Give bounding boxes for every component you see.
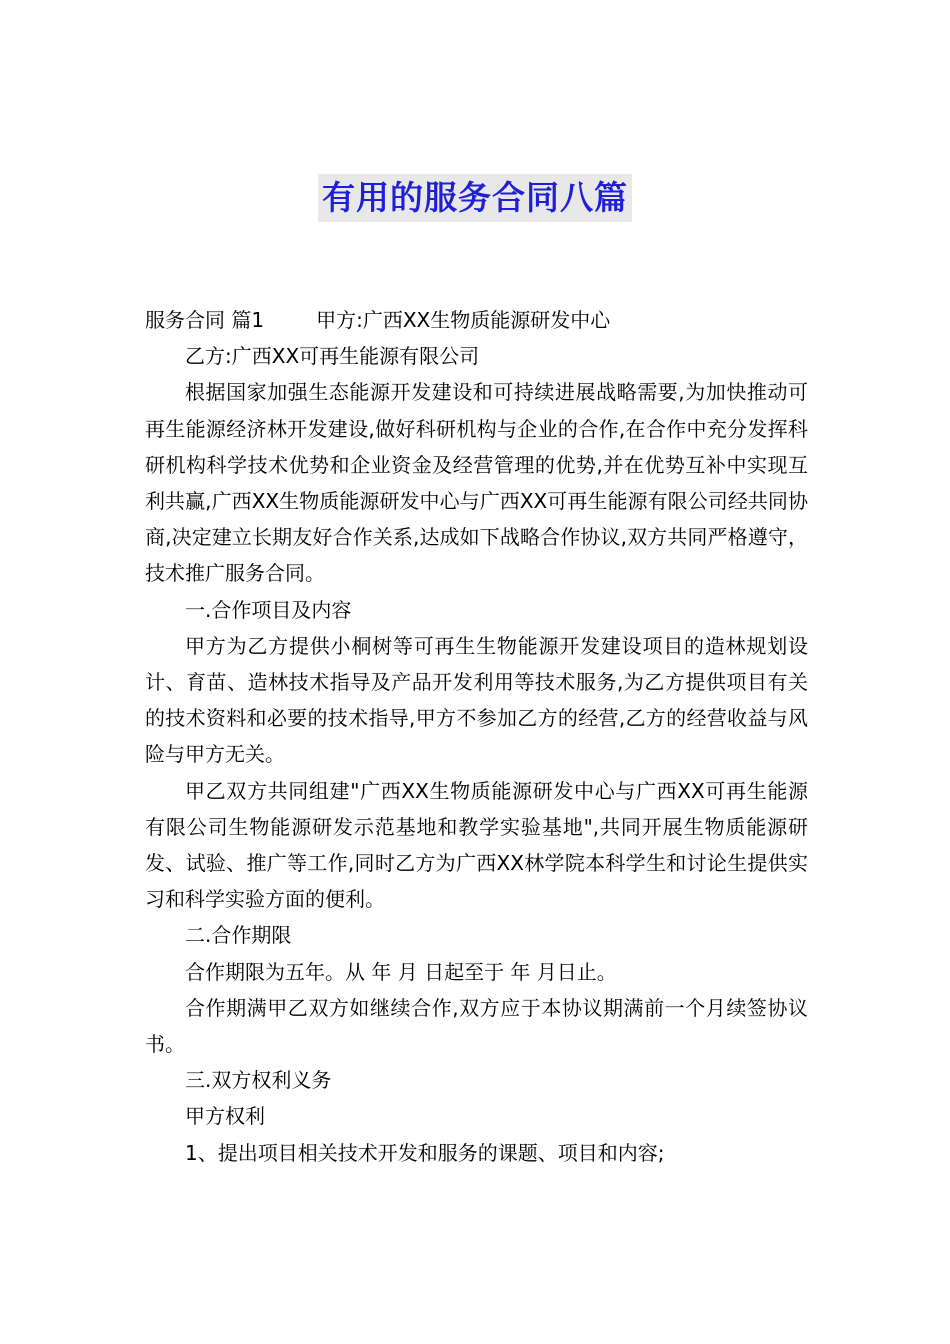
term-paragraph: 合作期限为五年。从 年 月 日起至于 年 月日止。	[185, 959, 617, 984]
renewal-paragraph: 合作期满甲乙双方如继续合作,双方应于本协议期满前一个月续签协议书。	[145, 995, 808, 1057]
intro-paragraph: 根据国家加强生态能源开发建设和可持续进展战略需要,为加快推动可再生能源经济林开发建设,做好科研机构与企业的合作,在合作中充分发挥科研机构科学技术优势和企业资金及经营管理的优势,并在优势互补中实现互利共赢,广西XX生物质能源研发中心与广西XX可再生能源有限公司经共同协商,决定建立长期友好合作关系,达成如下战略合作协议,双方共同严格遵守，技术推广服务合同。	[145, 380, 808, 586]
contract-heading: 服务合同 篇1	[145, 308, 265, 332]
party-a-rights-heading: 甲方权利	[185, 1104, 265, 1129]
party-b-line: 乙方:广西XX可再生能源有限公司	[185, 344, 480, 369]
section-1-paragraph-1: 甲方为乙方提供小桐树等可再生生物能源开发建设项目的造林规划设计、育苗、造林技术指导及产品开发利用等技术服务,为乙方提供项目有关的技术资料和必要的技术指导,甲方不参加乙方的经营,乙方的经营收益与风险与甲方无关。	[145, 633, 808, 767]
section-1-paragraph-2: 甲乙双方共同组建"广西XX生物质能源研发中心与广西XX可再生能源有限公司生物能源研发示范基地和教学实验基地",共同开展生物质能源研发、试验、推广等工作,同时乙方为广西XX林学院本科学生和讨论生提供实习和科学实验方面的便利。	[145, 778, 808, 912]
rights-item-1: 1、提出项目相关技术开发和服务的课题、项目和内容;	[185, 1140, 665, 1165]
section-heading-1: 一.合作项目及内容	[185, 597, 352, 622]
first-line	[145, 302, 808, 338]
party-a-line: 甲方:广西XX生物质能源研发中心	[316, 308, 611, 332]
section-heading-2: 二.合作期限	[185, 923, 292, 948]
document-body	[145, 302, 808, 1171]
document-title: 有用的服务合同八篇	[318, 174, 632, 222]
title-container	[0, 174, 950, 222]
section-heading-3: 三.双方权利义务	[185, 1068, 332, 1093]
